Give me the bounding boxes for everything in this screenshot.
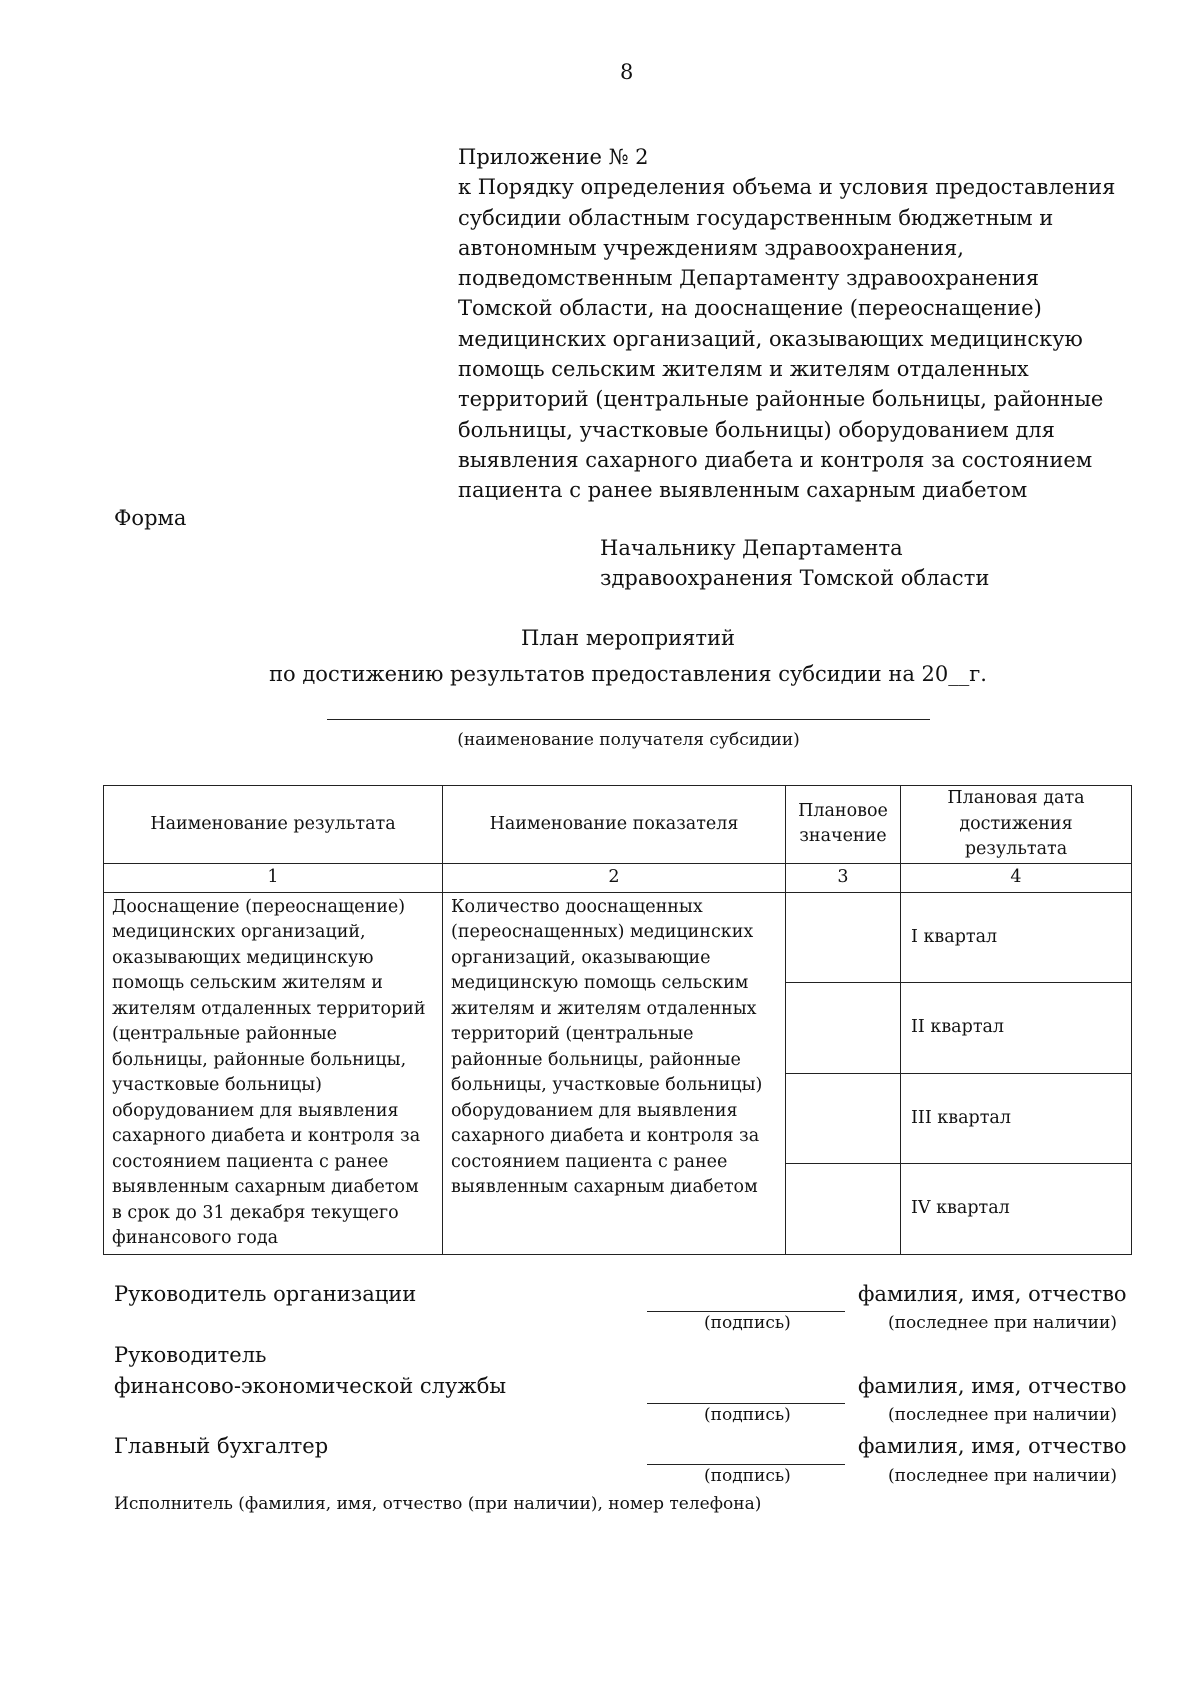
appendix-line: к Порядку определения объема и условия предоставления — [458, 175, 1116, 200]
column-number: 3 — [786, 863, 901, 892]
signature-caption: (подпись) — [704, 1466, 791, 1486]
header-indicator: Наименование показателя — [443, 786, 786, 864]
header-result: Наименование результата — [104, 786, 443, 864]
appendix-line: пациента с ранее выявленным сахарным диабетом — [458, 478, 1028, 503]
signatory-role: Руководитель организации — [114, 1282, 417, 1306]
planned-value-cell[interactable] — [786, 983, 901, 1074]
appendix-line: больницы, участковые больницы) оборудованием для — [458, 417, 1055, 442]
fio-caption: (последнее при наличии) — [888, 1405, 1117, 1425]
executor-line: Исполнитель (фамилия, имя, отчество (при наличии), номер телефона) — [114, 1494, 762, 1514]
fio-caption: (последнее при наличии) — [888, 1313, 1117, 1333]
column-number: 2 — [443, 863, 786, 892]
appendix-header — [458, 142, 1115, 506]
planned-value-cell[interactable] — [786, 892, 901, 983]
form-label: Форма — [114, 506, 187, 530]
recipient-caption: (наименование получателя субсидии) — [457, 730, 800, 750]
page-number: 8 — [620, 60, 634, 84]
fio-label: фамилия, имя, отчество — [858, 1282, 1127, 1306]
addressee-line: здравоохранения Томской области — [600, 566, 990, 590]
header-planned-date: Плановая дата достижения результата — [901, 786, 1132, 864]
signatory-role: финансово-экономической службы — [114, 1374, 507, 1398]
column-number: 1 — [104, 863, 443, 892]
plan-subtitle: по достижению результатов предоставления субсидии на 20__г. — [269, 662, 987, 686]
plan-title: План мероприятий — [521, 626, 735, 650]
planned-value-cell[interactable] — [786, 1164, 901, 1255]
appendix-line: автономным учреждениям здравоохранения, — [458, 235, 964, 260]
header-planned-value: Плановое значение — [786, 786, 901, 864]
result-cell: Дооснащение (переоснащение) медицинских организаций, оказывающих медицинскую помощь сельским жителям и жителям отдаленных территорий (центральные районные больницы, районные больницы, участковые больницы) оборудованием для выявления сахарного диабета и контроля за состоянием пациента с ранее выявленным сахарным диабетом в срок до 31 декабря текущего финансового года — [104, 892, 443, 1254]
signatory-role-line1: Руководитель — [114, 1343, 267, 1367]
indicator-cell: Количество дооснащенных (переоснащенных) медицинских организаций, оказывающие медицинскую помощь сельским жителям и жителям отдаленных территорий (центральные районные больницы, районные больницы, участковые больницы) оборудованием для выявления сахарного диабета и контроля за состоянием пациента с ранее выявленным сахарным диабетом — [443, 892, 786, 1254]
signature-line[interactable] — [647, 1311, 845, 1312]
plan-table — [103, 785, 1132, 1255]
addressee-line: Начальнику Департамента — [600, 536, 903, 560]
appendix-line: Томской области, на дооснащение (переоснащение) — [458, 296, 1042, 321]
quarter-cell: II квартал — [901, 983, 1132, 1074]
fio-caption: (последнее при наличии) — [888, 1466, 1117, 1486]
appendix-line: выявления сахарного диабета и контроля за состоянием — [458, 447, 1093, 472]
quarter-cell: I квартал — [901, 892, 1132, 983]
quarter-cell: III квартал — [901, 1073, 1132, 1164]
signature-line[interactable] — [647, 1403, 845, 1404]
quarter-cell: IV квартал — [901, 1164, 1132, 1255]
signature-caption: (подпись) — [704, 1313, 791, 1333]
signatory-role: Главный бухгалтер — [114, 1434, 329, 1458]
appendix-line: территорий (центральные районные больницы, районные — [458, 387, 1104, 412]
signature-caption: (подпись) — [704, 1405, 791, 1425]
planned-value-cell[interactable] — [786, 1073, 901, 1164]
fio-label: фамилия, имя, отчество — [858, 1374, 1127, 1398]
appendix-line: медицинских организаций, оказывающих медицинскую — [458, 326, 1083, 351]
fio-label: фамилия, имя, отчество — [858, 1434, 1127, 1458]
appendix-line: помощь сельским жителям и жителям отдаленных — [458, 357, 1029, 382]
appendix-line: подведомственным Департаменту здравоохранения — [458, 266, 1040, 291]
signature-line[interactable] — [647, 1464, 845, 1465]
recipient-blank-line[interactable] — [327, 719, 930, 720]
appendix-line: субсидии областным государственным бюджетным и — [458, 205, 1054, 230]
column-number: 4 — [901, 863, 1132, 892]
appendix-line: Приложение № 2 — [458, 145, 649, 169]
